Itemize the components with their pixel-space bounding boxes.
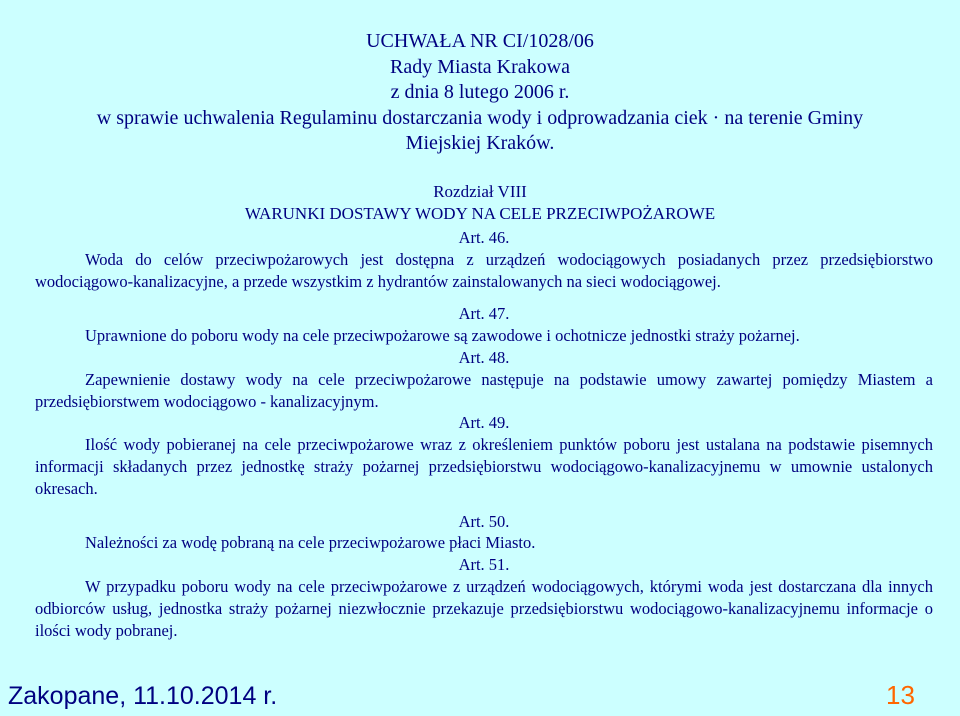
articles-section [35,227,933,641]
resolution-date: z dnia 8 lutego 2006 r. [390,81,570,103]
resolution-subject: w sprawie uchwalenia Regulaminu dostarczania wody i odprowadzania ciek · na terenie Gminy [96,106,864,129]
article-text: Należności za wodę pobraną na cele przeciwpożarowe płaci Miasto. [85,533,536,553]
resolution-subject-continued: Miejskiej Kraków. [405,132,555,154]
article-text: Ilość wody pobieranej na cele przeciwpożarowe wraz z określeniem punktów poboru jest ustalana na podstawie pisemnych informacji składanych przez jednostkę straży pożarnej przedsiębiorstwu wodociągowo-kanalizacyjnemu w umownie ustalonych okresach. [35,435,933,498]
article-title: Art. 47. [458,304,510,324]
council-name: Rady Miasta Krakowa [390,55,570,78]
article-title: Art. 49. [458,413,510,433]
article-text: W przypadku poboru wody na cele przeciwpożarowe z urządzeń wodociągowych, którymi woda jest dostarczana dla innych odbiorców usług, jednostka straży pożarnej niezwłocznie przekazuje przedsiębiorstwu wodociągowo-kanalizacyjnemu informacje o ilości wody pobranej. [35,576,933,640]
article-title: Art. 51. [458,555,510,575]
document-header [30,29,930,157]
article-text: Woda do celów przeciwpożarowych jest dostępna z urządzeń wodociągowych posiadanych przez przedsiębiorstwo wodociągowo-kanalizacyjne, a przede wszystkim z hydrantów zainstalowanych na sieci wodociągowej. [35,249,933,291]
article-text: Uprawnione do poboru wody na cele przeciwpożarowe są zawodowe i ochotnicze jednostki straży pożarnej. [85,326,800,346]
page-number: 13 [886,680,915,710]
resolution-number: UCHWAŁA NR CI/1028/06 [366,30,594,52]
chapter-title: WARUNKI DOSTAWY WODY NA CELE PRZECIWPOŻAROWE [244,204,716,223]
article-title: Art. 46. [458,228,510,247]
article-title: Art. 50. [458,511,510,531]
chapter-heading [30,181,930,225]
chapter-number: Rozdział VIII [433,182,527,201]
article-text: Zapewnienie dostawy wody na cele przeciwpożarowe następuje na podstawie umowy zawartej pomiędzy Miastem a przedsiębiorstwem wodociągowo - kanalizacyjnym. [35,369,933,411]
footer-place-date: Zakopane, 11.10.2014 r. [8,682,278,710]
article-title: Art. 48. [458,347,510,367]
